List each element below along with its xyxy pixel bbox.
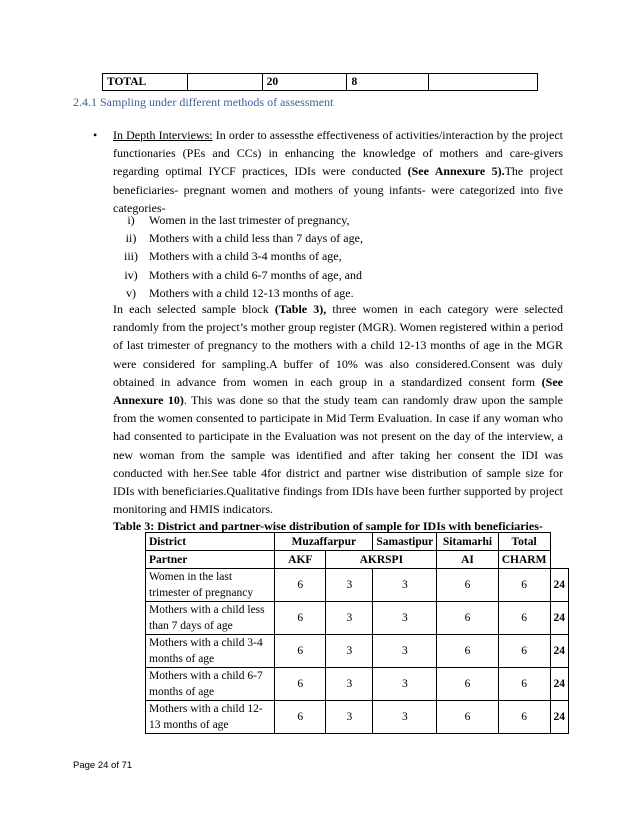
district-sitamarhi: Sitamarhi xyxy=(437,533,498,551)
list-item xyxy=(113,266,363,284)
row-total: 24 xyxy=(550,701,569,734)
cell-value: 6 xyxy=(437,635,498,668)
cell-value: 6 xyxy=(498,701,550,734)
cell-value: 3 xyxy=(326,635,373,668)
idi-text-2: The project beneficiaries- pregnant women and mothers of young infants- were categorized into five categories- xyxy=(113,164,563,215)
total-cell-4 xyxy=(429,74,538,91)
list-item-text: Mothers with a child 6-7 months of age, and xyxy=(149,267,362,282)
district-muzaffarpur: Muzaffarpur xyxy=(275,533,373,551)
idi-bullet-text xyxy=(113,126,563,217)
idi-bullet xyxy=(93,126,563,217)
total-label: TOTAL xyxy=(103,74,188,91)
list-item-number: v) xyxy=(126,285,136,300)
idi-text-1: In order to assessthe effectiveness of activities/interaction by the project functionaries (PEs and CCs) in enhancing the knowledge of mothers and care-givers regarding optimal IYCF practices, IDIs were conducted xyxy=(113,128,563,179)
list-item-text: Women in the last trimester of pregnancy, xyxy=(149,213,350,227)
cell-value: 6 xyxy=(437,569,498,602)
table-caption: Table 3: District and partner-wise distribution of sample for IDIs with beneficiaries- xyxy=(113,519,543,533)
para-text-2: three women in each category were selected randomly from the project’s mother group register (MGR). Women registered within a period of last trimester of pregnancy to the mothers with a child 12-13 months of age in the MGR were considered for sampling.A buffer of 10% was also considered.Consent was duly obtained in advance from women in each group in a standardized consent form xyxy=(113,302,563,389)
cell-value: 3 xyxy=(373,701,437,734)
partner-akrspi: AKRSPI xyxy=(326,551,437,569)
list-item xyxy=(113,229,363,247)
cell-value: 3 xyxy=(373,668,437,701)
annexure-5-ref: (See Annexure 5). xyxy=(407,164,505,179)
cell-value: 3 xyxy=(326,602,373,635)
total-cell-1 xyxy=(187,74,262,91)
total-row-table xyxy=(102,73,538,91)
cell-value: 6 xyxy=(437,701,498,734)
district-row xyxy=(146,533,569,551)
row-total: 24 xyxy=(550,635,569,668)
table-row xyxy=(146,602,569,635)
list-item-number: iii) xyxy=(124,249,138,264)
section-heading: 2.4.1 Sampling under different methods of assessment xyxy=(73,95,334,109)
partner-charm: CHARM xyxy=(498,551,550,569)
list-item-number: ii) xyxy=(125,231,137,246)
cell-value: 6 xyxy=(498,635,550,668)
para-text-1: In each selected sample block xyxy=(113,302,275,316)
list-item xyxy=(113,211,363,229)
sample-distribution-table xyxy=(145,532,569,734)
idi-title: In Depth Interviews: xyxy=(113,128,213,142)
cell-value: 6 xyxy=(275,569,326,602)
sampling-paragraph xyxy=(113,300,563,518)
cell-value: 6 xyxy=(498,668,550,701)
cell-value: 6 xyxy=(437,602,498,635)
partner-label: Partner xyxy=(146,551,275,569)
district-label: District xyxy=(146,533,275,551)
cell-value: 6 xyxy=(275,701,326,734)
list-item-text: Mothers with a child less than 7 days of age, xyxy=(149,231,363,246)
row-total: 24 xyxy=(550,569,569,602)
bullet-icon: • xyxy=(93,128,98,142)
partner-akf: AKF xyxy=(275,551,326,569)
cell-value: 3 xyxy=(326,569,373,602)
cell-value: 6 xyxy=(498,569,550,602)
list-item-number: iv) xyxy=(124,267,138,282)
cell-value: 6 xyxy=(275,635,326,668)
cell-value: 3 xyxy=(373,569,437,602)
row-total: 24 xyxy=(550,602,569,635)
cell-value: 3 xyxy=(326,701,373,734)
cell-value: 3 xyxy=(373,635,437,668)
page-footer: Page 24 of 71 xyxy=(73,760,133,771)
total-cell-2: 20 xyxy=(262,74,347,91)
category-list xyxy=(113,211,363,302)
cell-value: 3 xyxy=(373,602,437,635)
cell-value: 6 xyxy=(275,602,326,635)
cell-value: 6 xyxy=(275,668,326,701)
row-total: 24 xyxy=(550,668,569,701)
table-row xyxy=(146,635,569,668)
list-item xyxy=(113,247,363,265)
table-row xyxy=(146,569,569,602)
table-row xyxy=(146,701,569,734)
partner-row xyxy=(146,551,569,569)
table-3-ref: (Table 3), xyxy=(274,302,327,316)
district-samastipur: Samastipur xyxy=(373,533,437,551)
cell-value: 6 xyxy=(437,668,498,701)
para-text-3: . This was done so that the study team can randomly draw upon the sample from the women consented to participate in Mid Term Evaluation. In case if any woman who had consented to participate in the Evaluation was not present on the day of the interview, a new woman from the sample was identified and after taking her consent the IDI was conducted with her.See table 4for district and partner wise distribution of sample size for IDIs with beneficiaries.Qualitative findings from IDIs have been further supported by project monitoring and HMIS indicators. xyxy=(113,393,563,517)
cell-value: 6 xyxy=(498,602,550,635)
row-label: Mothers with a child less than 7 days of age xyxy=(146,602,275,635)
table-row xyxy=(146,668,569,701)
row-label: Mothers with a child 12-13 months of age xyxy=(146,701,275,734)
list-item-number: i) xyxy=(127,213,135,227)
total-header: Total xyxy=(498,533,550,551)
total-cell-3: 8 xyxy=(347,74,429,91)
row-label: Mothers with a child 3-4 months of age xyxy=(146,635,275,668)
annexure-10-ref: (See Annexure 10) xyxy=(113,374,563,408)
cell-value: 3 xyxy=(326,668,373,701)
list-item-text: Mothers with a child 3-4 months of age, xyxy=(149,249,342,264)
partner-ai: AI xyxy=(437,551,498,569)
list-item-text: Mothers with a child 12-13 months of age. xyxy=(149,285,354,300)
total-row xyxy=(103,74,538,91)
row-label: Mothers with a child 6-7 months of age xyxy=(146,668,275,701)
row-label: Women in the last trimester of pregnancy xyxy=(146,569,275,602)
